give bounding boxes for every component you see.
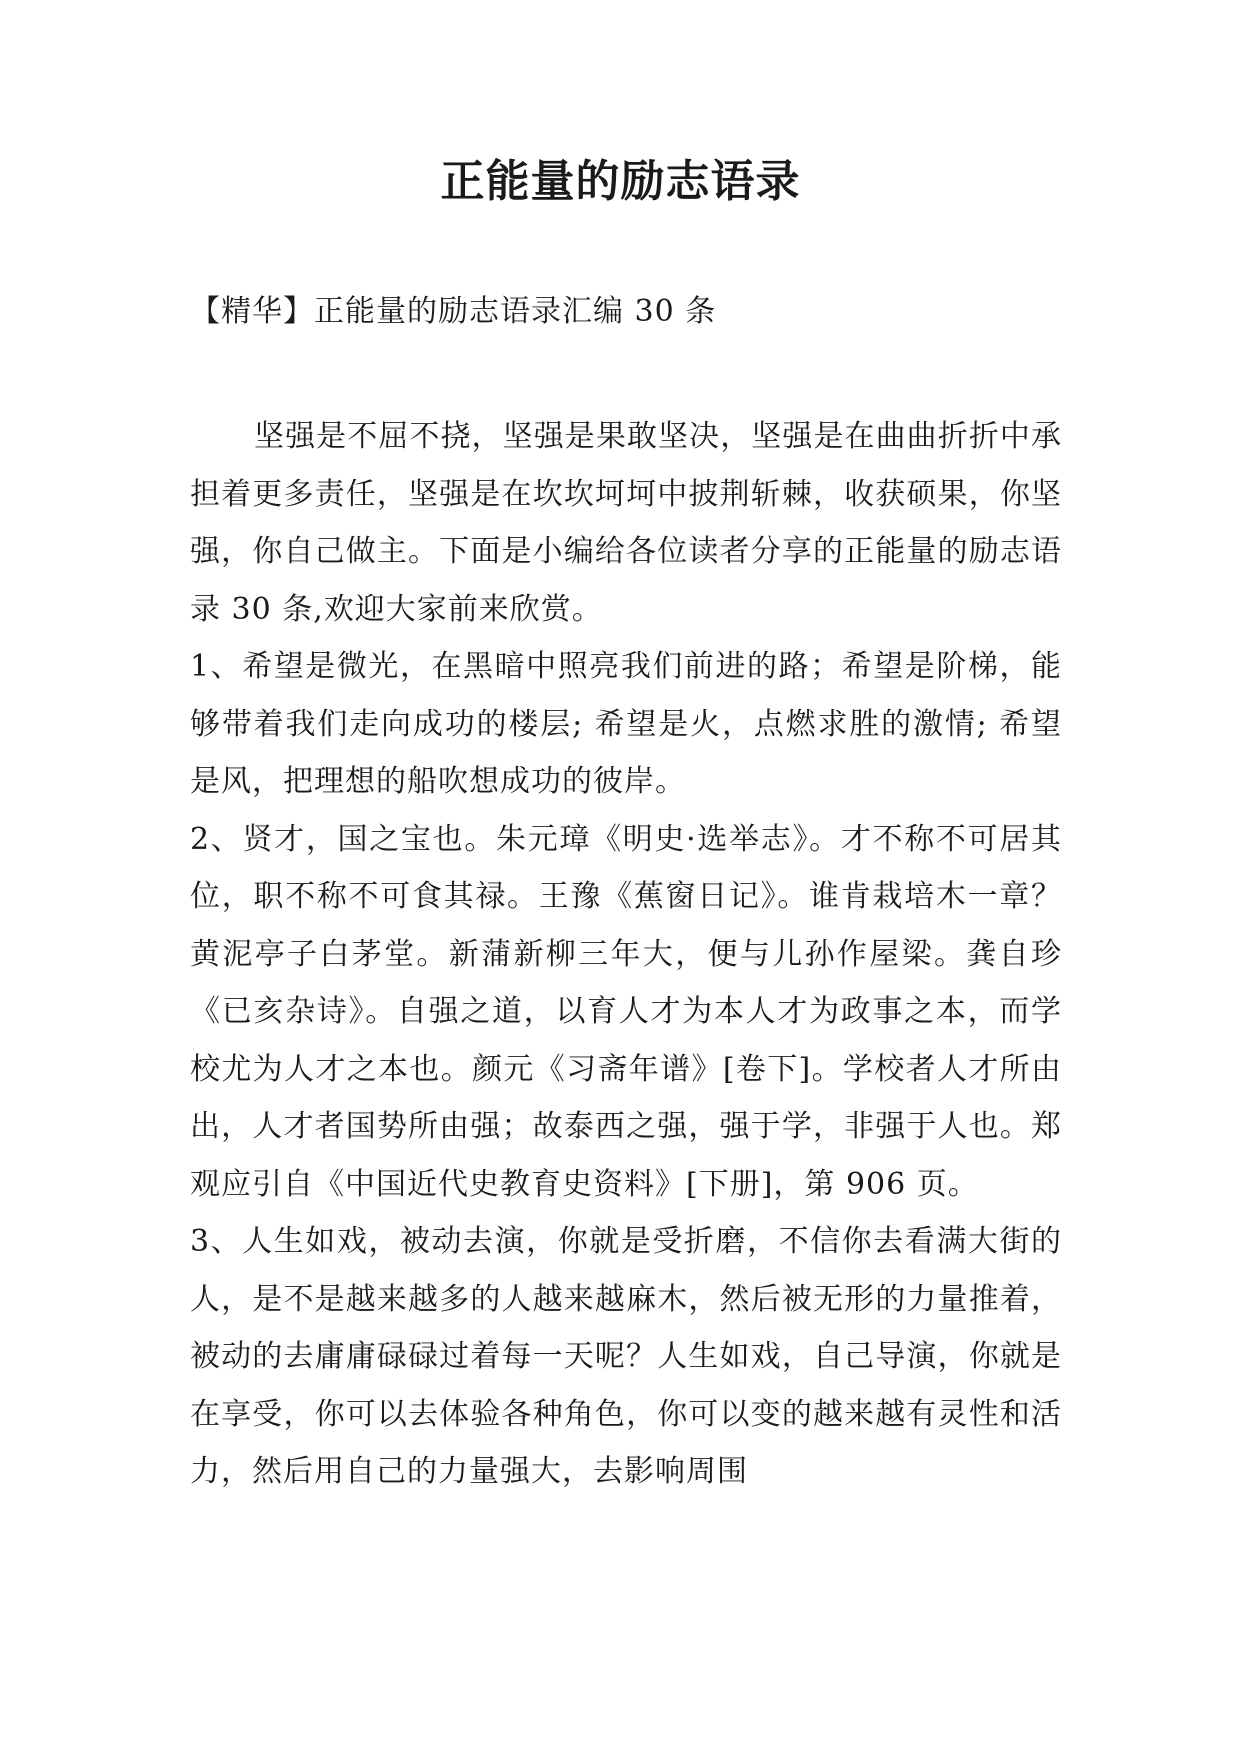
- document-body: [190, 408, 1062, 1501]
- document-title: 正能量的励志语录: [440, 156, 801, 207]
- quote-paragraph-1: 1、希望是微光，在黑暗中照亮我们前进的路；希望是阶梯，能够带着我们走向成功的楼层; 希望是火，点燃求胜的激情; 希望是风，把理想的船吹想成功的彼岸。: [190, 649, 1062, 799]
- quote-paragraph-3: 3、人生如戏，被动去演，你就是受折磨，不信你去看满大街的人，是不是越来越多的人越来越麻木，然后被无形的力量推着，被动的去庸庸碌碌过着每一天呢？人生如戏，自己导演，你就是在享受，你可以去体验各种角色，你可以变的越来越有灵性和活力，然后用自己的力量强大，去影响周围: [190, 1224, 1062, 1489]
- document-subtitle: 【精华】正能量的励志语录汇编 30 条: [190, 294, 717, 329]
- intro-paragraph: 坚强是不屈不挠，坚强是果敢坚决，坚强是在曲曲折折中承担着更多责任，坚强是在坎坎坷坷中披荆斩棘，收获硕果，你坚强，你自己做主。下面是小编给各位读者分享的正能量的励志语录 30 条,欢迎大家前来欣赏。: [190, 419, 1062, 627]
- quote-paragraph-2: 2、贤才，国之宝也。朱元璋《明史·选举志》。才不称不可居其位，职不称不可食其禄。王豫《蕉窗日记》。谁肯栽培木一章？黄泥亭子白茅堂。新蒲新柳三年大，便与儿孙作屋梁。龚自珍《已亥杂诗》。自强之道，以育人才为本人才为政事之本，而学校尤为人才之本也。颜元《习斋年谱》[卷下]。学校者人才所由出，人才者国势所由强；故泰西之强，强于学，非强于人也。郑观应引自《中国近代史教育史资料》[下册]，第 906 页。: [190, 821, 1062, 1202]
